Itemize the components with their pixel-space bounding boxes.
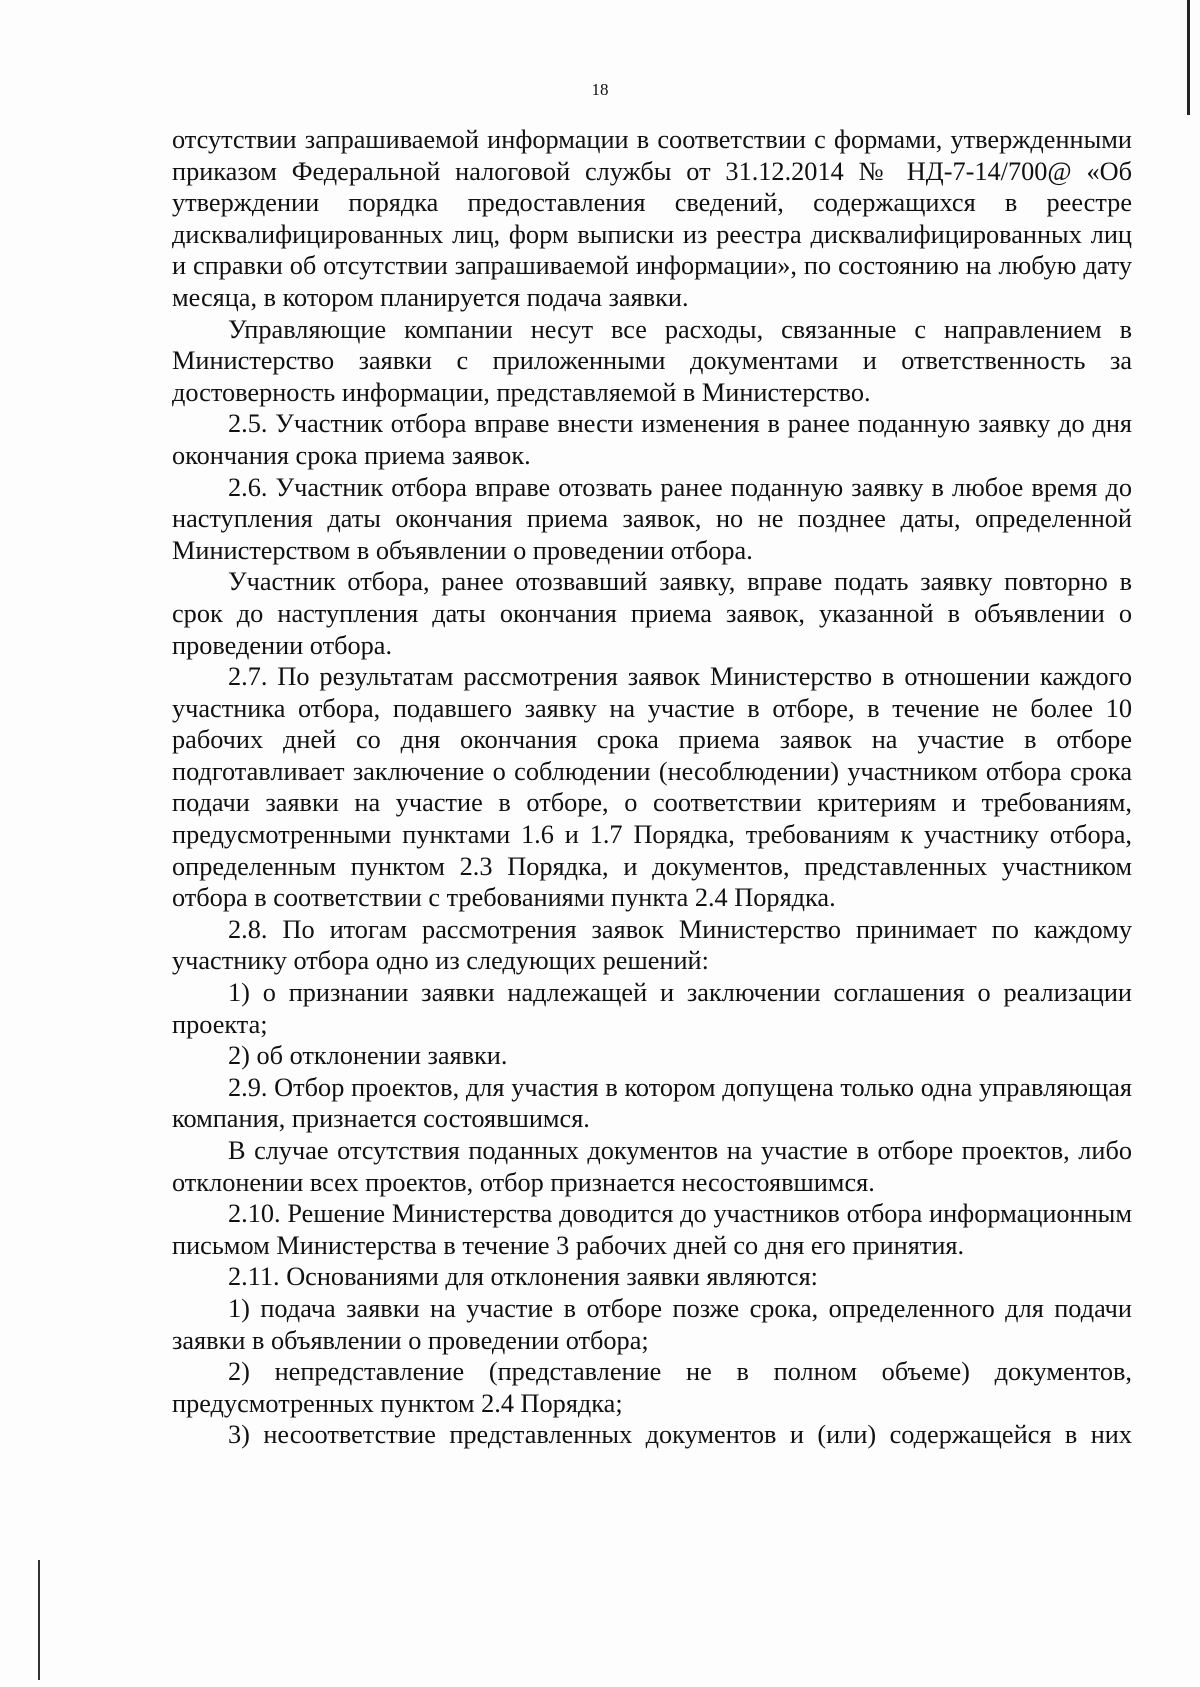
paragraph: 2.9. Отбор проектов, для участия в котором допущена только одна управляющая компания, признается состоявшимся. [172, 1072, 1132, 1134]
list-item: 1) подача заявки на участие в отборе позже срока, определенного для подачи заявки в объявлении о проведении отбора; [172, 1293, 1132, 1355]
list-item: 1) о признании заявки надлежащей и заключении соглашения о реализации проекта; [172, 978, 1132, 1039]
paragraph: 2.7. По результатам рассмотрения заявок Министерство в отношении каждого участника отбора, подавшего заявку на участие в отборе, в течение не более 10 рабочих дней со дня окончания срока приема заявок на участие в отборе подготавливает заключение о соблюдении (несоблюдении) участником отбора срока подачи заявки на участие в отборе, о соответствии критериям и требованиям, предусмотренными пунктами 1.6 и 1.7 Порядка, требованиям к участнику отбора, определенным пунктом 2.3 Порядка, и документов, представленных участником отбора в соответствии с требованиями пункта 2.4 Порядка. [172, 662, 1132, 913]
list-item: 2) об отклонении заявки. [228, 1041, 508, 1071]
paragraph: 2.8. По итогам рассмотрения заявок Министерство принимает по каждому участнику отбора одно из следующих решений: [172, 914, 1132, 976]
paragraph: 2.5. Участник отбора вправе внести изменения в ранее поданную заявку до дня окончания срока приема заявок. [172, 409, 1132, 470]
paragraph: 2.11. Основаниями для отклонения заявки являются: [228, 1262, 818, 1292]
paragraph: Участник отбора, ранее отозвавший заявку, вправе подать заявку повторно в срок до наступления даты окончания приема заявок, указанной в объявлении о проведении отбора. [172, 567, 1132, 660]
page-number: 18 [591, 80, 609, 99]
scan-edge-mark [38, 1560, 40, 1680]
paragraph: 2.6. Участник отбора вправе отозвать ранее поданную заявку в любое время до наступления даты окончания приема заявок, но не позднее даты, определенной Министерством в объявлении о проведении отбора. [172, 472, 1132, 565]
paragraph: отсутствии запрашиваемой информации в соответствии с формами, утвержденными приказом Федеральной налоговой службы от 31.12.2014 № НД-7-14/700@ «Об утверждении порядка предоставления сведений, содержащихся в реестре дисквалифицированных лиц, форм выписки из реестра дисквалифицированных лиц и справки об отсутствии запрашиваемой информации», по состоянию на любую дату месяца, в котором планируется подача заявки. [172, 125, 1132, 312]
paragraph: В случае отсутствия поданных документов на участие в отборе проектов, либо отклонении всех проектов, отбор признается несостоявшимся. [172, 1136, 1132, 1197]
paragraph: Управляющие компании несут все расходы, связанные с направлением в Министерство заявки с приложенными документами и ответственность за достоверность информации, представляемой в Министерство. [172, 314, 1132, 407]
list-item: 3) несоответствие представленных документов и (или) содержащейся в них [228, 1420, 1132, 1450]
list-item: 2) непредставление (представление не в полном объеме) документов, предусмотренных пунктом 2.4 Порядка; [172, 1357, 1132, 1418]
document-body [172, 124, 1132, 1451]
paragraph: 2.10. Решение Министерства доводится до участников отбора информационным письмом Министерства в течение 3 рабочих дней со дня его принятия. [172, 1199, 1132, 1260]
